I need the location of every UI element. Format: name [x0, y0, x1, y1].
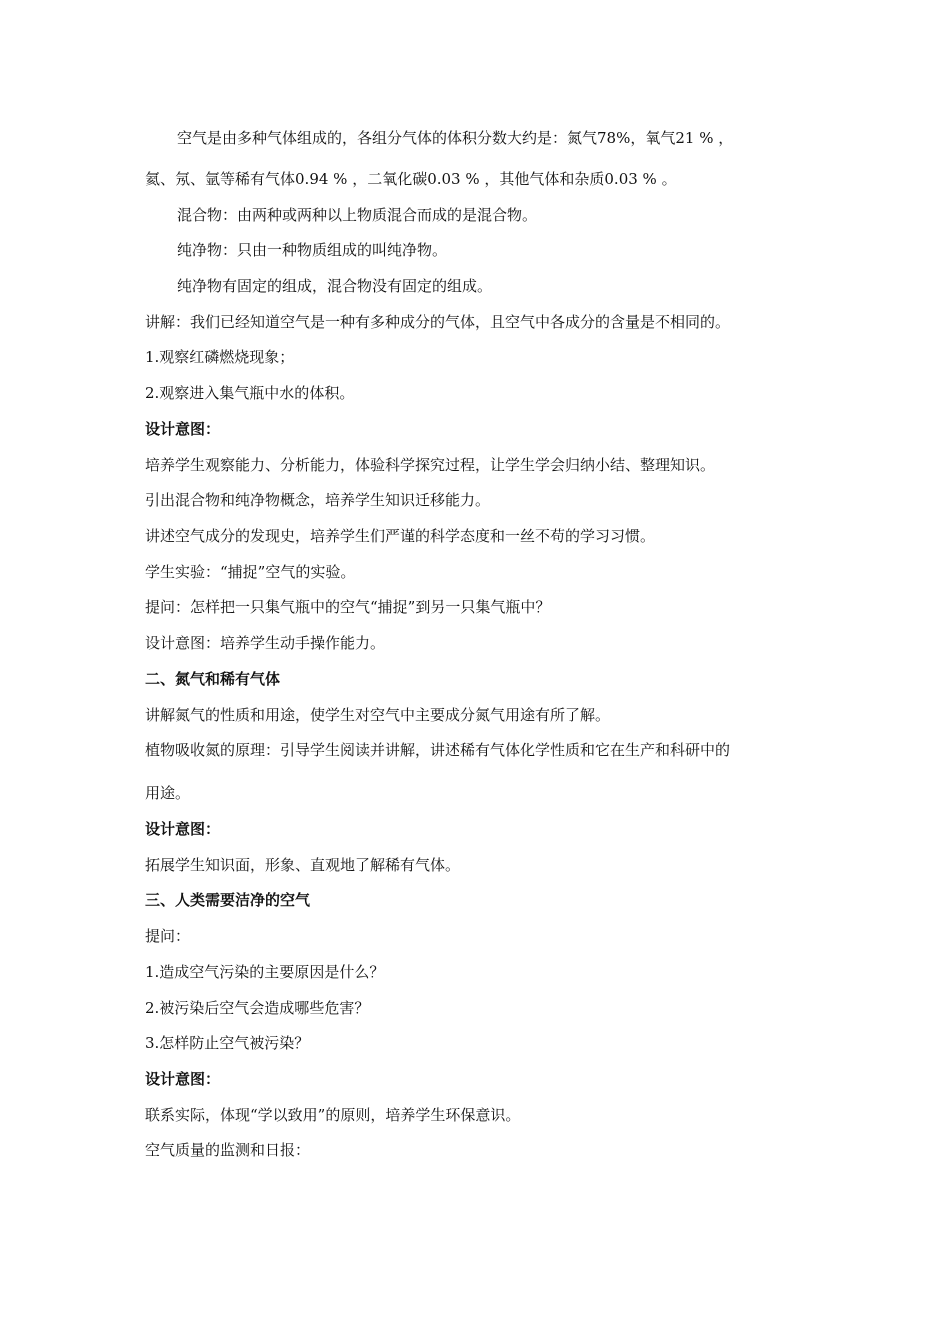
list-item: 3.怎样防止空气被污染？: [145, 1034, 310, 1052]
paragraph-nitrogen: 讲解氮气的性质和用途，使学生对空气中主要成分氮气用途有所了解。: [145, 706, 611, 724]
paragraph-composition-note: 纯净物有固定的组成，混合物没有固定的组成。: [177, 277, 493, 295]
list-item: 1.造成空气污染的主要原因是什么？: [145, 963, 385, 981]
list-item: 1.观察红磷燃烧现象；: [145, 348, 295, 366]
paragraph-design-intent: 拓展学生知识面，形象、直观地了解稀有气体。: [145, 856, 461, 874]
heading-design-intent: 设计意图：: [145, 1070, 221, 1088]
paragraph-design-intent: 培养学生观察能力、分析能力，体验科学探究过程，让学生学会归纳小结、整理知识。: [145, 456, 716, 474]
paragraph-air-composition: 空气是由多种气体组成的，各组分气体的体积分数大约是：氮气78%，氧气21 % ，: [177, 129, 734, 147]
list-item: 2.被污染后空气会造成哪些危害？: [145, 999, 370, 1017]
paragraph-design-intent: 讲述空气成分的发现史，培养学生们严谨的科学态度和一丝不苟的学习习惯。: [145, 527, 656, 545]
paragraph-question: 提问：怎样把一只集气瓶中的空气“捕捉”到另一只集气瓶中？: [145, 598, 551, 616]
section-heading-nitrogen: 二、氮气和稀有气体: [145, 670, 281, 688]
paragraph-explanation: 讲解：我们已经知道空气是一种有多种成分的气体，且空气中各成分的含量是不相同的。: [145, 313, 731, 331]
paragraph-design-intent: 设计意图：培养学生动手操作能力。: [145, 634, 386, 652]
paragraph-nitrogen-absorption-cont: 用途。: [145, 784, 191, 802]
list-item: 2.观察进入集气瓶中水的体积。: [145, 384, 355, 402]
paragraph-design-intent: 联系实际，体现“学以致用”的原则，培养学生环保意识。: [145, 1106, 521, 1124]
paragraph-student-experiment: 学生实验：“捕捉”空气的实验。: [145, 563, 356, 581]
heading-design-intent: 设计意图：: [145, 820, 221, 838]
section-heading-clean-air: 三、人类需要洁净的空气: [145, 891, 311, 909]
paragraph-air-composition-cont: 氦、氖、氩等稀有气体0.94 % ，二氧化碳0.03 % ，其他气体和杂质0.03 % 。: [145, 170, 677, 188]
heading-design-intent: 设计意图：: [145, 420, 221, 438]
paragraph-question-label: 提问：: [145, 927, 191, 945]
paragraph-air-quality: 空气质量的监测和日报：: [145, 1141, 311, 1159]
paragraph-design-intent: 引出混合物和纯净物概念，培养学生知识迁移能力。: [145, 491, 491, 509]
paragraph-nitrogen-absorption: 植物吸收氮的原理：引导学生阅读并讲解，讲述稀有气体化学性质和它在生产和科研中的: [145, 741, 731, 759]
definition-pure-substance: 纯净物：只由一种物质组成的叫纯净物。: [177, 241, 448, 259]
definition-mixture: 混合物：由两种或两种以上物质混合而成的是混合物。: [177, 206, 538, 224]
